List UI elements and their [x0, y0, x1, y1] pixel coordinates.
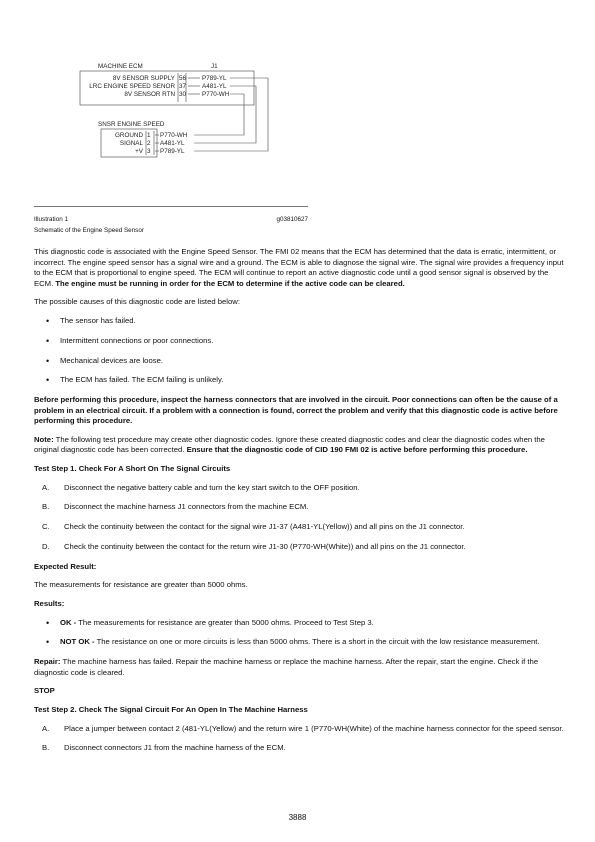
list-item: • Intermittent connections or poor connections.	[46, 336, 564, 347]
step1-list	[34, 483, 564, 553]
illustration-id: g03810627	[276, 216, 308, 223]
step2-list	[34, 724, 564, 754]
list-item: B. Disconnect connectors J1 from the machine harness of the ECM.	[42, 743, 286, 753]
list-item: B. Disconnect the machine harness J1 connectors from the machine ECM.	[42, 502, 309, 512]
page-number: 3888	[288, 813, 307, 822]
sensor-pin-number: 2	[147, 140, 151, 147]
sensor-pin-wire: P789-YL	[160, 148, 185, 155]
ecm-pin-name: LRC ENGINE SPEED SENOR	[89, 83, 175, 90]
sensor-pin-number: 1	[147, 132, 151, 139]
list-item: • The sensor has failed.	[46, 316, 564, 327]
stop-label: STOP	[34, 686, 55, 696]
ecm-pin-number: 30	[179, 91, 187, 98]
sensor-title: SNSR ENGINE SPEED	[98, 121, 165, 128]
ecm-pin-name: 8V SENSOR SUPPLY	[112, 75, 175, 82]
intro-paragraph: This diagnostic code is associated with the Engine Speed Sensor. The FMI 02 means that the ECM has determined that the data is erratic, intermittent, or incorrect. The engine speed sensor has a signal wire and a ground. The ECM is able to diagnose the signal wire. The signal wire provides a frequency input to the ECM that is proportional to engine speed. The ECM will continue to report an active diagnostic code until a good sensor signal is observed by the ECM. The engine must be running in order for the ECM to determine if the active code can be cleared.	[34, 247, 564, 288]
ecm-pin-wire: P789-YL	[202, 75, 227, 82]
result-not-ok: • NOT OK - The resistance on one or more circuits is less than 5000 ohms. There is a short in the circuit with the low resistance measurement.	[46, 637, 564, 648]
engine-speed-schematic	[34, 55, 334, 205]
step1-title: Test Step 1. Check For A Short On The Signal Circuits	[34, 464, 231, 474]
list-item: • The ECM has failed. The ECM failing is unlikely.	[46, 375, 564, 386]
ecm-pin-number: 37	[179, 83, 187, 90]
sensor-pin-wire: P770-WH	[160, 132, 188, 139]
ecm-pin-wire: P770-WH	[202, 91, 230, 98]
ecm-pin-number: 56	[179, 75, 187, 82]
schematic-svg	[34, 55, 334, 205]
j1-label: J1	[211, 63, 218, 70]
list-item: • Mechanical devices are loose.	[46, 356, 564, 367]
sensor-pin-name: GROUND	[115, 132, 143, 139]
causes-intro: The possible causes of this diagnostic code are listed below:	[34, 297, 240, 307]
sensor-pin-number: 3	[147, 148, 151, 155]
result-ok: • OK - The measurements for resistance are greater than 5000 ohms. Proceed to Test Step 3.	[46, 618, 564, 629]
ecm-pin-name: 8V SENSOR RTN	[124, 91, 175, 98]
expected-text: The measurements for resistance are greater than 5000 ohms.	[34, 580, 248, 590]
step2-title: Test Step 2. Check The Signal Circuit For An Open In The Machine Harness	[34, 704, 308, 714]
list-item: D. Check the continuity between the contact for the return wire J1-30 (P770-WH(White)) and all pins on the J1 connector.	[42, 542, 466, 551]
results-list	[34, 618, 564, 648]
illustration-label: Illustration 1	[34, 216, 68, 223]
list-item: C. Check the continuity between the contact for the signal wire J1-37 (A481-YL(Yellow)) and all pins on the J1 connector.	[42, 522, 465, 532]
ecm-title: MACHINE ECM	[98, 63, 143, 70]
expected-label: Expected Result:	[34, 561, 97, 571]
causes-list	[34, 316, 564, 386]
list-item: A. Place a jumper between contact 2 (481-YL(Yellow) and the return wire 1 (P770-WH(White) of the machine harness connector for the speed sensor.	[42, 723, 564, 733]
sensor-pin-wire: A481-YL	[160, 140, 185, 147]
repair-paragraph: Repair: The machine harness has failed. Repair the machine harness or replace the machine harness. After the repair, start the engine. Check if the diagnostic code is cleared.	[34, 657, 539, 677]
document-body	[34, 247, 564, 763]
warning-paragraph: Before performing this procedure, inspect the harness connectors that are involved in the circuit. Poor connections can often be the cause of a problem in an electrical circuit. If a problem with a connection is found, correct the problem and verify that this diagnostic code is active before performing this procedure.	[34, 395, 558, 426]
ecm-pin-wire: A481-YL	[202, 83, 227, 90]
caption-divider	[34, 206, 308, 207]
list-item: A. Disconnect the negative battery cable and turn the key start switch to the OFF position.	[42, 482, 360, 492]
note-paragraph: Note: The following test procedure may create other diagnostic codes. Ignore these created diagnostic codes and clear the diagnostic codes when the original diagnostic code has been corrected. Ensure that the diagnostic code of CID 190 FMI 02 is active before performing this procedure.	[34, 434, 545, 455]
figure-caption	[34, 214, 308, 236]
sensor-pin-name: SIGNAL	[119, 140, 143, 147]
sensor-pin-name: +V	[135, 148, 143, 155]
caption-text: Schematic of the Engine Speed Sensor	[34, 227, 144, 234]
results-label: Results:	[34, 598, 65, 608]
